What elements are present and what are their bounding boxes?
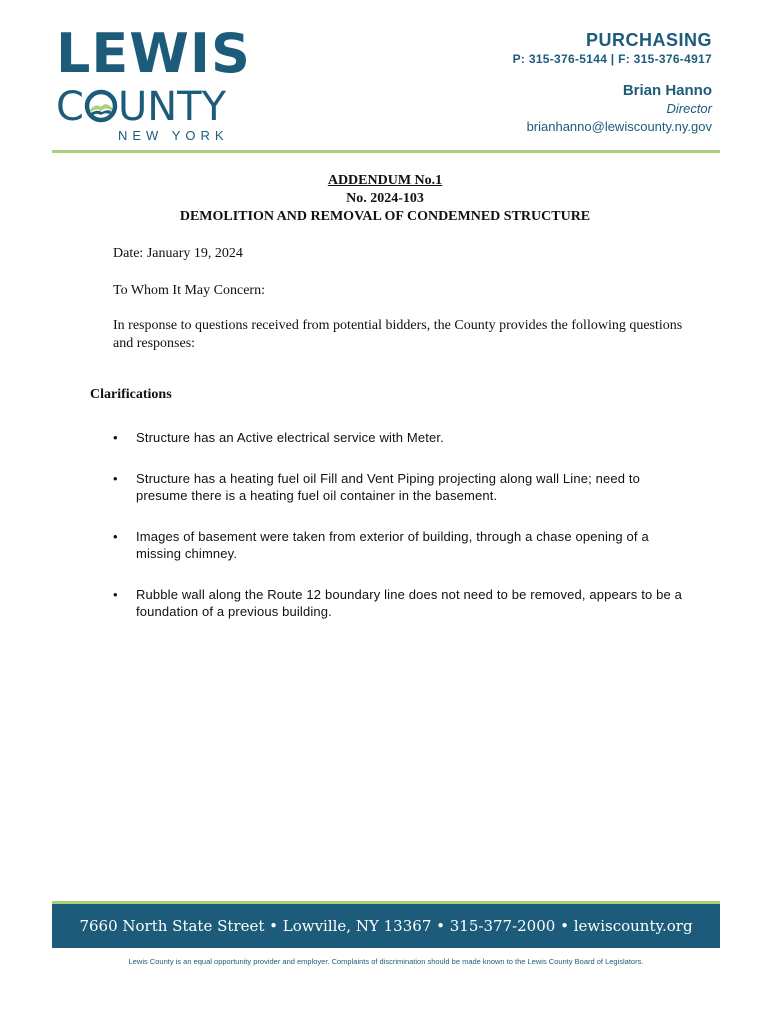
section-heading-clarifications: Clarifications: [90, 387, 172, 402]
header-divider: [52, 150, 720, 153]
bid-number: No. 2024-103: [346, 191, 424, 206]
department-title: PURCHASING: [585, 30, 712, 50]
logo-wordmark-lewis: LEWIS: [56, 22, 251, 85]
document-heading: [0, 172, 770, 226]
contact-name: Brian Hanno: [622, 82, 712, 99]
list-item: • Images of basement were taken from exterior of building, through a chase opening of a missing chimney.: [113, 528, 683, 563]
list-item: • Structure has a heating fuel oil Fill and Vent Piping projecting along wall Line; need to presume there is a heating fuel oil container in the basement.: [113, 470, 683, 505]
list-item: • Rubble wall along the Route 12 boundary line does not need to be removed, appears to be a foundation of a previous building.: [113, 586, 683, 621]
list-item: • Structure has an Active electrical service with Meter.: [113, 429, 683, 447]
logo-wordmark-county: [56, 84, 226, 130]
phone-fax: P: 315-376-5144 | F: 315-376-4917: [512, 52, 712, 66]
equal-opportunity-notice: Lewis County is an equal opportunity provider and employer. Complaints of discrimination should be made known to the Lewis County Board of Legislators.: [128, 957, 644, 966]
logo-landscape-icon: [84, 89, 118, 123]
contact-email[interactable]: brianhanno@lewiscounty.ny.gov: [526, 119, 712, 134]
contact-title: Director: [666, 101, 712, 116]
contact-block: [513, 30, 712, 136]
logo-county-suffix: UNTY: [117, 84, 227, 130]
addendum-title: ADDENDUM No.1: [327, 173, 443, 188]
logo-county-prefix: C: [56, 84, 84, 130]
logo-state: NEW YORK: [118, 128, 229, 143]
document-date: Date: January 19, 2024: [113, 246, 243, 261]
county-logo: [56, 24, 256, 148]
project-title: DEMOLITION AND REMOVAL OF CONDEMNED STRUCTURE: [179, 209, 591, 224]
footer-address-bar: 7660 North State Street • Lowville, NY 13367 • 315-377-2000 • lewiscounty.org: [52, 904, 720, 948]
intro-paragraph: In response to questions received from potential bidders, the County provides the following questions and responses:: [113, 318, 683, 351]
salutation: To Whom It May Concern:: [113, 283, 265, 298]
clarifications-list: [113, 429, 683, 644]
